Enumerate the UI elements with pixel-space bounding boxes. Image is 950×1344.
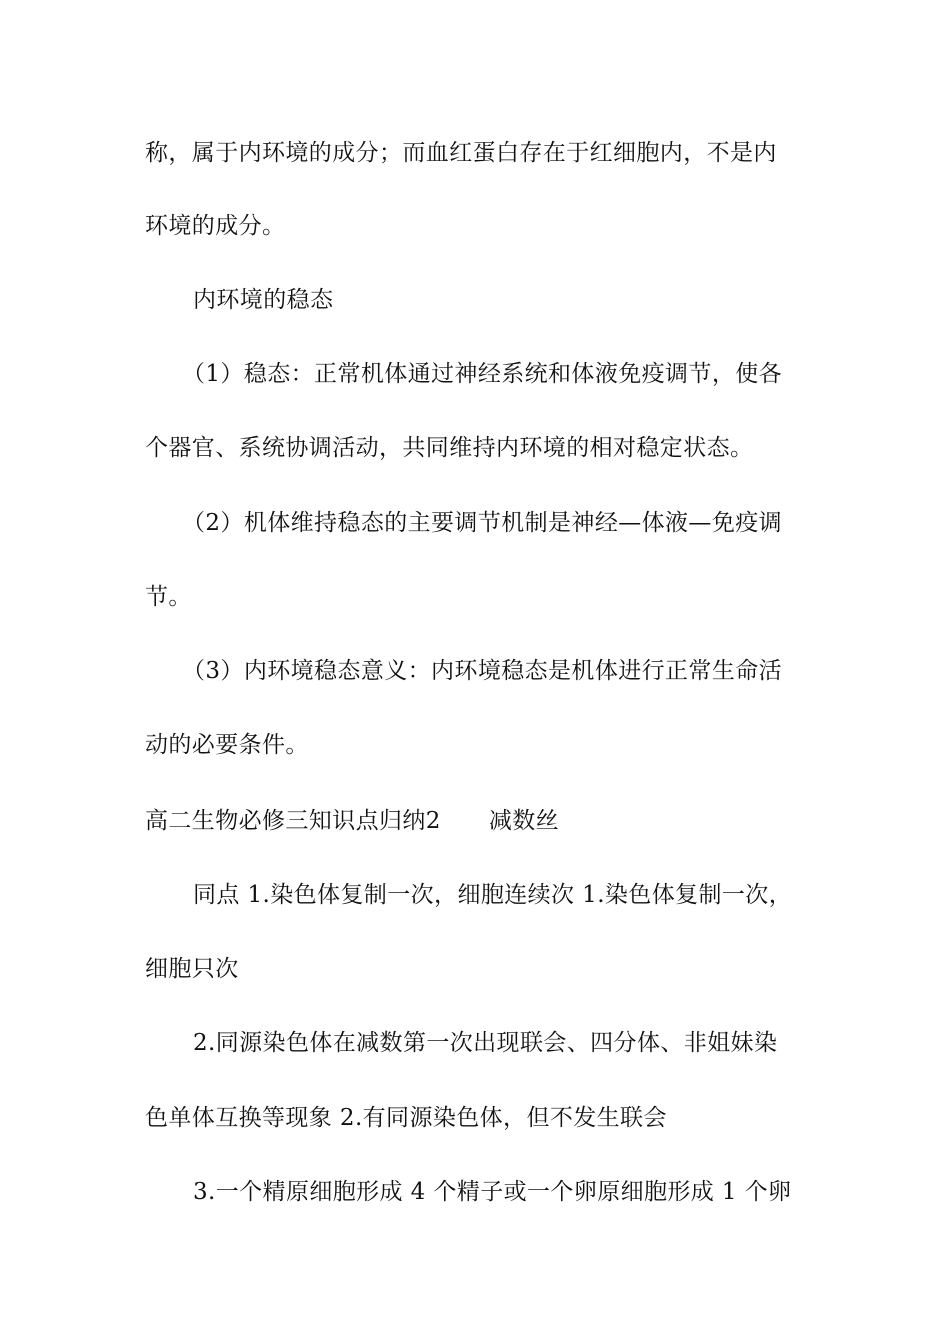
table-header-cell: 减数丝 [488, 808, 560, 834]
paragraph-line: 称，属于内环境的成分；而血红蛋白存在于红细胞内，不是内 [145, 140, 777, 166]
paragraph-line: 同点 1.染色体复制一次，细胞连续次 1.染色体复制一次， [193, 882, 793, 908]
paragraph-line: 个器官、系统协调活动，共同维持内环境的相对稳定状态。 [145, 435, 754, 461]
paragraph-line: 细胞只次 [145, 956, 239, 982]
section-title-row [145, 806, 559, 836]
section-title: 高二生物必修三知识点归纳2 [145, 808, 441, 834]
paragraph-line: （1）稳态：正常机体通过神经系统和体液免疫调节，使各 [182, 361, 783, 387]
paragraph-line: （2）机体维持稳态的主要调节机制是神经—体液—免疫调 [182, 510, 783, 536]
paragraph-line: 环境的成分。 [145, 213, 286, 239]
section-heading: 内环境的稳态 [193, 287, 334, 313]
paragraph-line: 色单体互换等现象 2.有同源染色体，但不发生联会 [145, 1105, 667, 1131]
paragraph-line: 2.同源染色体在减数第一次出现联会、四分体、非姐妹染 [193, 1030, 778, 1056]
paragraph-line: 3.一个精原细胞形成 4 个精子或一个卵原细胞形成 1 个卵 [193, 1179, 792, 1205]
paragraph-line: 动的必要条件。 [145, 732, 309, 758]
paragraph-line: （3）内环境稳态意义：内环境稳态是机体进行正常生命活 [182, 658, 783, 684]
paragraph-line: 节。 [145, 584, 192, 610]
